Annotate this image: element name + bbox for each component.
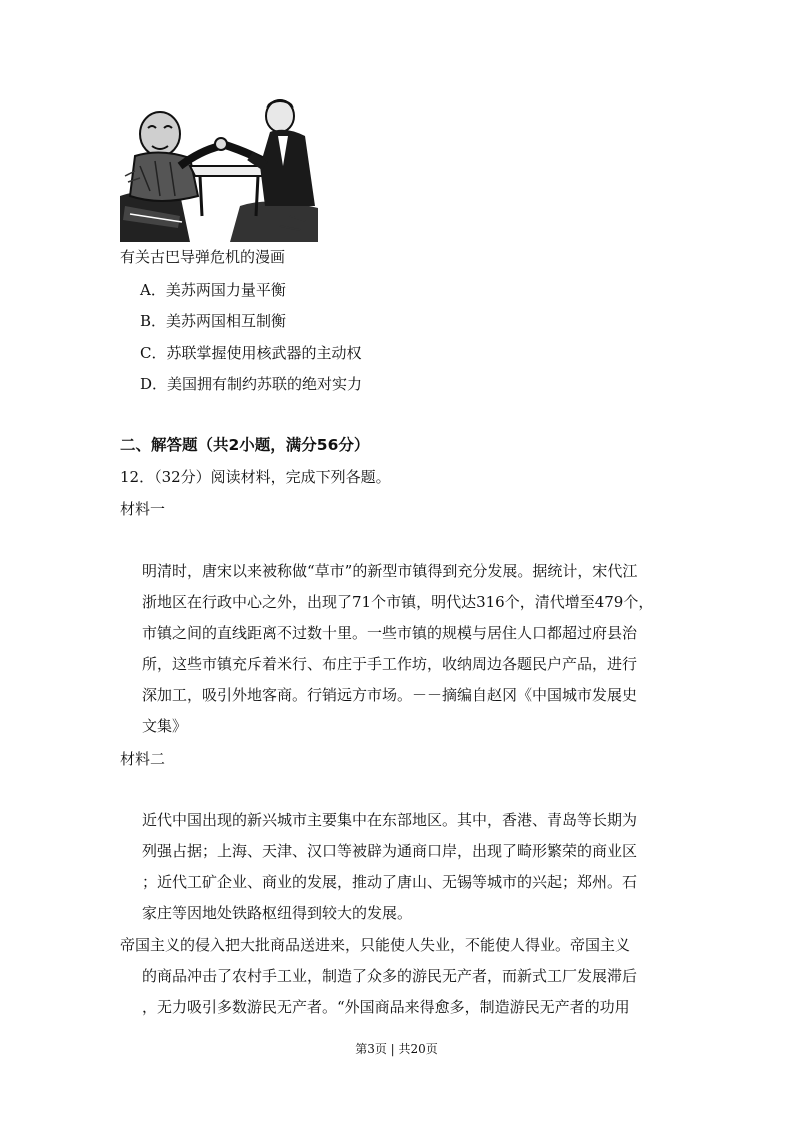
text-line: 明清时，唐宋以来被称做“草市”的新型市镇得到充分发展。据统计，宋代江 bbox=[142, 562, 638, 580]
option-b[interactable]: B．美苏两国相互制衡 bbox=[140, 312, 287, 330]
text-line: ；近代工矿企业、商业的发展，推动了唐山、无锡等城市的兴起；郑州。石 bbox=[142, 873, 638, 891]
question-stem: 12．（32分）阅读材料，完成下列各题。 bbox=[120, 468, 391, 486]
text-line: 深加工，吸引外地客商。行销远方市场。－－摘编自赵冈《中国城市发展史 bbox=[142, 686, 638, 704]
option-c[interactable]: C．苏联掌握使用核武器的主动权 bbox=[140, 344, 362, 362]
text-line: 文集》 bbox=[142, 717, 188, 735]
figure-caption: 有关古巴导弹危机的漫画 bbox=[120, 248, 286, 266]
text-line: 近代中国出现的新兴城市主要集中在东部地区。其中，香港、青岛等长期为 bbox=[142, 811, 638, 829]
text-line: 所，这些市镇充斥着米行、布庄于手工作坊，收纳周边各题民户产品，进行 bbox=[142, 655, 638, 673]
material-2-title: 材料二 bbox=[120, 750, 166, 768]
cuban-missile-crisis-cartoon bbox=[120, 96, 318, 242]
text-line: ，无力吸引多数游民无产者。“外国商品来得愈多，制造游民无产者的功用 bbox=[142, 998, 630, 1016]
page-footer: 第3页 | 共20页 bbox=[355, 1042, 438, 1056]
text-line: 家庄等因地处铁路枢纽得到较大的发展。 bbox=[142, 904, 413, 922]
option-d[interactable]: D．美国拥有制约苏联的绝对实力 bbox=[140, 375, 363, 393]
section-title: 二、解答题（共2小题，满分56分） bbox=[120, 436, 370, 454]
text-line: 的商品冲击了农村手工业，制造了众多的游民无产者，而新式工厂发展滞后 bbox=[142, 967, 638, 985]
text-line: 列强占据；上海、天津、汉口等被辟为通商口岸，出现了畸形繁荣的商业区 bbox=[142, 842, 638, 860]
material-1-title: 材料一 bbox=[120, 500, 166, 518]
option-a[interactable]: A．美苏两国力量平衡 bbox=[140, 281, 286, 299]
text-line: 帝国主义的侵入把大批商品送进来，只能使人失业，不能使人得业。帝国主义 bbox=[120, 936, 631, 954]
text-line: 浙地区在行政中心之外，出现了71个市镇，明代达316个，清代增至479个， bbox=[142, 593, 654, 611]
text-line: 市镇之间的直线距离不过数十里。一些市镇的规模与居住人口都超过府县治 bbox=[142, 624, 638, 642]
